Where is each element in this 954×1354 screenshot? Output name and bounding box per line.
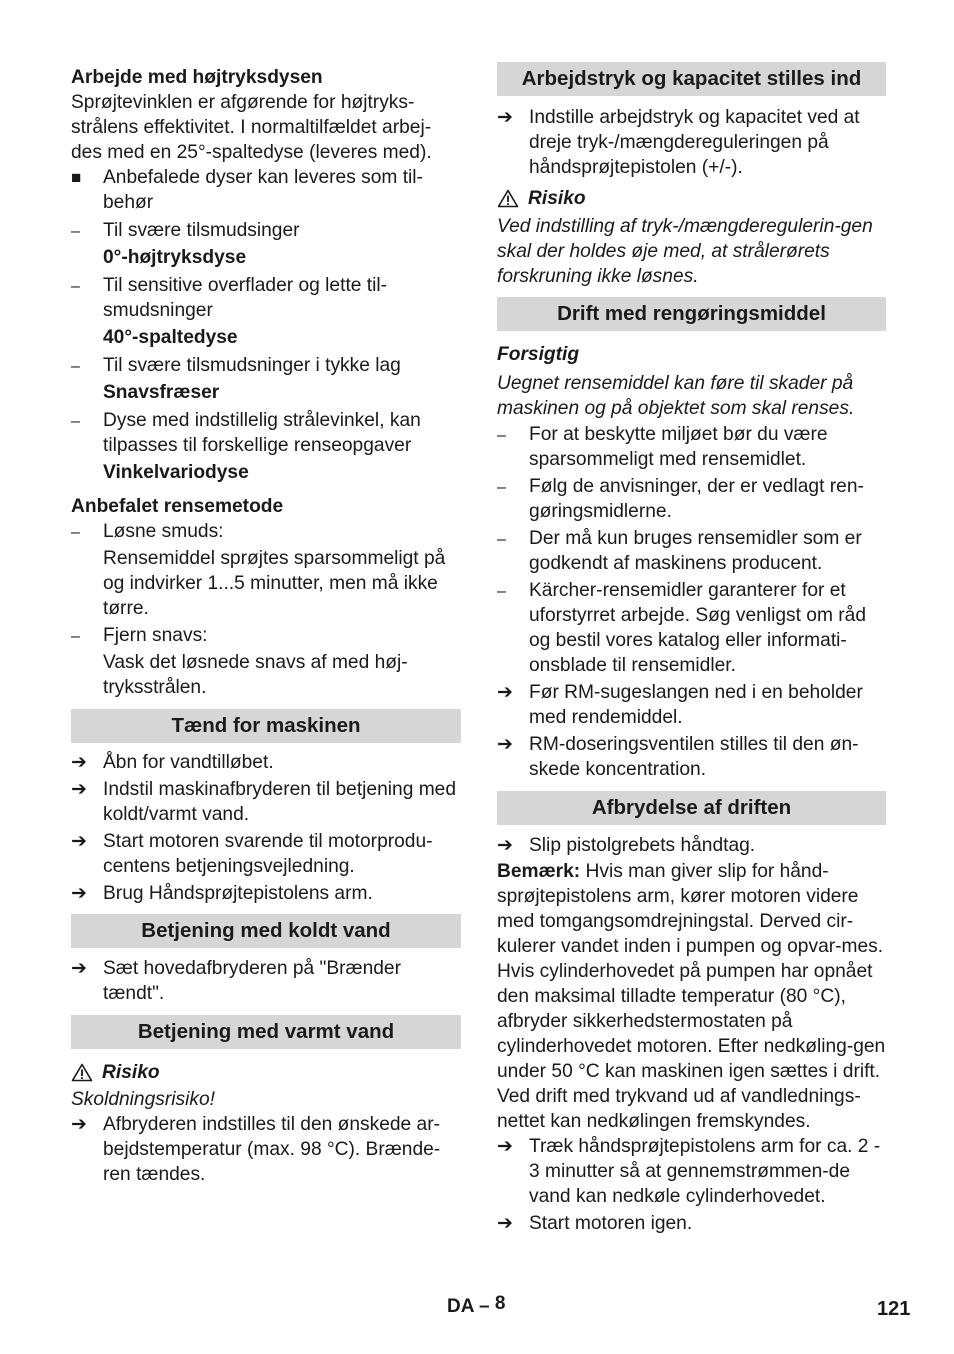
list-item: – Løsne smuds:	[71, 519, 461, 544]
list-item: – Fjern snavs:	[71, 623, 461, 648]
arrow-right-icon: ➔	[497, 682, 513, 703]
list-item: – Kärcher-rensemidler garanterer for et uforstyrret arbejde. Søg venligst om råd og bestil vores katalog eller informati-onsblade til rensemidler.	[497, 580, 866, 676]
warning-heading: Risiko	[71, 1060, 461, 1085]
arrow-right-icon: ➔	[497, 734, 513, 755]
step-item: ➔ Sæt hovedafbryderen på "Brænder tændt".	[71, 958, 401, 1004]
warning-text: Ved indstilling af tryk-/mængderegulerin-gen skal der holdes øje med, at strålerørets forskruning ikke løsnes.	[497, 216, 873, 287]
arrow-right-icon: ➔	[497, 1136, 513, 1157]
dash-bullet-icon: –	[71, 358, 80, 375]
arrow-right-icon: ➔	[71, 752, 87, 773]
warning-triangle-icon	[71, 1063, 93, 1082]
list-item: – Til svære tilsmudsninger i tykke lag	[71, 353, 461, 378]
section-heading: Anbefalet rensemetode	[71, 496, 284, 517]
step-item: ➔ Indstil maskinafbryderen til betjening med koldt/varmt vand.	[71, 779, 457, 825]
list-item: – Der må kun bruges rensemidler som er godkendt af maskinens producent.	[497, 528, 862, 574]
section-bar: Drift med rengøringsmiddel	[497, 297, 886, 331]
paragraph: Vask det løsnede snavs af med høj-tryksstrålen.	[103, 652, 408, 698]
warning-heading: Risiko	[497, 186, 886, 211]
step-item: ➔ Træk håndsprøjtepistolens arm for ca. 2 - 3 minutter så at gennemstrømmen-de vand kan nedkøle cylinderhovedet.	[497, 1136, 881, 1207]
note-label: Bemærk:	[497, 861, 581, 882]
arrow-right-icon: ➔	[71, 883, 87, 904]
nozzle-name: 40°-spaltedyse	[103, 327, 238, 348]
step-item: ➔ RM-doseringsventilen stilles til den øn-skede koncentration.	[497, 734, 859, 780]
arrow-right-icon: ➔	[71, 958, 87, 979]
dash-bullet-icon: –	[71, 413, 80, 430]
warning-triangle-icon	[497, 189, 519, 208]
arrow-right-icon: ➔	[497, 835, 513, 856]
section-bar: Arbejdstryk og kapacitet stilles ind	[497, 62, 886, 96]
dash-bullet-icon: –	[497, 583, 506, 600]
dash-bullet-icon: –	[497, 479, 506, 496]
note-paragraph: Bemærk: Hvis man giver slip for hånd-sprøjtepistolens arm, kører motoren videre med tomgangsomdrejningstal. Derved cir-kulerer vandet inden i pumpen og opvar-mes. Hvis cylinderhovedet på pumpen har opnået den maksimal tilladte temperatur (80 °C), afbryder sikkerhedstermostaten på cylinderhovedet motoren. Efter nedkøling-gen under 50 °C kan maskinen igen sættes i drift.	[497, 861, 886, 1082]
step-item: ➔ Afbryderen indstilles til den ønskede ar-bejdstemperatur (max. 98 °C). Brænde-ren tændes.	[71, 1114, 441, 1185]
step-item: ➔ Brug Håndsprøjtepistolens arm.	[71, 883, 373, 904]
list-item: – Til svære tilsmudsinger	[71, 218, 461, 243]
arrow-right-icon: ➔	[71, 831, 87, 852]
dash-bullet-icon: –	[71, 628, 80, 645]
paragraph: Ved drift med trykvand ud af vandlednings-nettet kan nedkølingen fremskyndes.	[497, 1086, 861, 1132]
nozzle-name: Snavsfræser	[103, 382, 220, 403]
arrow-right-icon: ➔	[71, 1114, 87, 1135]
list-item: – Følg de anvisninger, der er vedlagt ren-gøringsmidlerne.	[497, 476, 864, 522]
page-footer-label: DA – 8	[447, 1293, 506, 1317]
step-item: ➔ Indstille arbejdstryk og kapacitet ved at dreje tryk-/mængdereguleringen på håndsprøjtepistolen (+/-).	[497, 107, 860, 178]
nozzle-name: Vinkelvariodyse	[103, 462, 249, 483]
dash-bullet-icon: –	[71, 223, 80, 240]
arrow-right-icon: ➔	[71, 779, 87, 800]
step-item: ➔ Før RM-sugeslangen ned i en beholder med rendemiddel.	[497, 682, 863, 728]
right-column	[497, 62, 886, 1236]
paragraph: Sprøjtevinklen er afgørende for højtryks-strålens effektivitet. I normaltilfældet arbej-des med en 25°-spaltedyse (leveres med).	[71, 92, 432, 163]
section-heading: Arbejde med højtryksdysen	[71, 67, 323, 88]
step-item: ➔ Start motoren igen.	[497, 1213, 693, 1234]
left-column	[71, 62, 461, 1187]
section-bar: Betjening med koldt vand	[71, 914, 461, 948]
list-item: – For at beskytte miljøet bør du være sparsommeligt med rensemidlet.	[497, 424, 828, 470]
page-number: 121	[877, 1298, 911, 1320]
arrow-right-icon: ➔	[497, 1213, 513, 1234]
arrow-right-icon: ➔	[497, 107, 513, 128]
dash-bullet-icon: –	[497, 427, 506, 444]
list-item: ■ Anbefalede dyser kan leveres som til-behør	[71, 167, 423, 213]
warning-text: Skoldningsrisiko!	[71, 1089, 215, 1110]
dash-bullet-icon: –	[497, 531, 506, 548]
section-bar: Tænd for maskinen	[71, 709, 461, 743]
dash-bullet-icon: –	[71, 524, 80, 541]
caution-heading: Forsigtig	[497, 344, 580, 365]
list-item: – Dyse med indstillelig strålevinkel, kan tilpasses til forskellige renseopgaver	[71, 410, 421, 456]
step-item: ➔ Slip pistolgrebets håndtag.	[497, 835, 756, 856]
section-bar: Afbrydelse af driften	[497, 791, 886, 825]
dash-bullet-icon: –	[71, 278, 80, 295]
paragraph: Rensemiddel sprøjtes sparsommeligt på og indvirker 1...5 minutter, men må ikke tørre.	[103, 548, 446, 619]
step-item: ➔ Start motoren svarende til motorprodu-centens betjeningsvejledning.	[71, 831, 433, 877]
caution-text: Uegnet rensemiddel kan føre til skader på maskinen og på objektet som skal renses.	[497, 373, 855, 419]
nozzle-name: 0°-højtryksdyse	[103, 247, 247, 268]
section-bar: Betjening med varmt vand	[71, 1015, 461, 1049]
square-bullet-icon: ■	[71, 168, 82, 187]
step-item: ➔ Åbn for vandtilløbet.	[71, 752, 274, 773]
list-item: – Til sensitive overflader og lette til-smudsninger	[71, 275, 388, 321]
